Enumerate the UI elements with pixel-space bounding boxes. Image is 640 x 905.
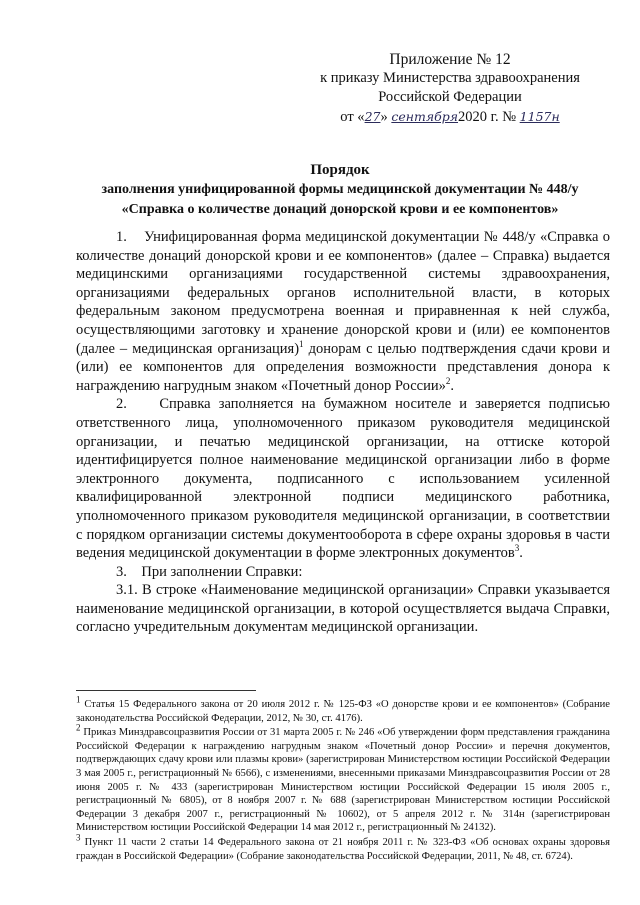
- paragraph-2-text-b: .: [519, 545, 523, 562]
- footnote-1-number: 1: [76, 694, 81, 705]
- paragraph-1-text-a: 1. Унифицированная форма медицинской документации № 448/у «Справка о количестве донаций донорской крови и ее компонентов» (далее – Справка) выдается медицинскими организациями государственной системы здравоохранения, организациями федеральных органов исполнительной власти, в которых федеральным законом предусмотрена военная и приравненная к ней служба, осуществляющими заготовку и хранение донорской крови и (или) ее компонентов (далее – медицинская организация): [76, 229, 610, 357]
- appendix-country-line: Российской Федерации: [378, 89, 522, 105]
- paragraph-1-text-c: .: [450, 377, 455, 394]
- handwritten-day: 27: [364, 109, 381, 124]
- heading-line-1: заполнения унифицированной формы медицинской документации № 448/у: [101, 182, 579, 197]
- document-body: [76, 228, 610, 637]
- footnotes: [76, 694, 610, 864]
- date-prefix: от «: [340, 109, 365, 125]
- appendix-title: Приложение № 12: [389, 51, 511, 68]
- date-year: 2020 г. №: [458, 109, 517, 125]
- appendix-order-line: к приказу Министерства здравоохранения: [320, 70, 580, 86]
- heading-line-2: «Справка о количестве донаций донорской крови и ее компонентов»: [121, 202, 559, 217]
- footnote-3-text: Пункт 11 части 2 статьи 14 Федерального закона от 21 ноября 2011 г. № 323-ФЗ «Об основах охраны здоровья граждан в Российской Федерации» (Собрание законодательства Российской Федерации, 2011, № 48, ст. 6724).: [76, 836, 610, 862]
- paragraph-2-text-a: 2. Справка заполняется на бумажном носителе и заверяется подписью ответственного лица, уполномоченного приказом руководителя медицинской организации, и печатью медицинской организации, на оттиске которой идентифицируется полное наименование медицинской организации либо в форме электронного документа, подписанного с использованием усиленной квалифицированной электронной подписи медицинского работника, уполномоченного приказом руководителя медицинской организации, в соответствии с порядком организации системы документооборота в сфере охраны здоровья в части ведения медицинской документации в форме электронных документов: [76, 396, 610, 562]
- paragraph-3-1: 3.1. В строке «Наименование медицинской организации» Справки указывается наименование медицинской организации, в которой осуществляется выдача Справки, согласно учредительным документам медицинской организации.: [76, 582, 610, 636]
- footnote-ref-3: 3: [514, 543, 520, 554]
- footnote-divider: [76, 690, 256, 691]
- handwritten-month: сентября: [391, 109, 459, 124]
- footnote-ref-2: 2: [445, 375, 451, 386]
- footnote-2-text: Приказ Минздравсоцразвития России от 31 марта 2005 г. № 246 «Об утверждении форм представления гражданина Российской Федерации к награждению нагрудным знаком «Почетный донор России» и перечня документов, подтверждающих сдачу крови или плазмы крови» (зарегистрирован Министерством юстиции Российской Федерации 3 мая 2005 г., регистрационный № 6566), с изменениями, внесенными приказами Минздравсоцразвития России от 28 июня 2005 г. № 433 (зарегистрирован Министерством юстиции Российской Федерации 15 июля 2005 г., регистрационный № 6805), от 8 ноября 2007 г. № 688 (зарегистрирован Министерством юстиции Российской Федерации 3 декабря 2007 г., регистрационный № 10602), от 5 апреля 2012 г. № 314н (зарегистрирован Министерством юстиции Российской Федерации 14 мая 2012 г., регистрационный № 24132).: [76, 727, 610, 834]
- paragraph-3: 3. При заполнении Справки:: [116, 563, 303, 580]
- paragraph-1: [76, 228, 610, 395]
- footnote-2: [76, 722, 610, 835]
- appendix-header: [300, 50, 600, 127]
- footnote-ref-1: 1: [299, 338, 304, 349]
- footnote-3: [76, 832, 610, 863]
- appendix-date-line: [300, 107, 600, 127]
- document-heading: [70, 160, 610, 220]
- footnote-1: [76, 694, 610, 725]
- handwritten-number: 1157н: [519, 109, 560, 124]
- heading-title: Порядок: [310, 162, 370, 178]
- footnote-3-number: 3: [76, 832, 81, 843]
- paragraph-1-text-b: донорам с целью подтверждения сдачи крови и (или) ее компонентов для определения возможности представления донора к награждению нагрудным знаком «Почетный донор России»: [76, 340, 610, 394]
- footnote-2-number: 2: [76, 722, 81, 733]
- date-mid: »: [380, 109, 388, 125]
- footnote-1-text: Статья 15 Федерального закона от 20 июля 2012 г. № 125-ФЗ «О донорстве крови и ее компонентов» (Собрание законодательства Российской Федерации, 2012, № 30, ст. 4176).: [76, 699, 610, 724]
- paragraph-2: [76, 395, 610, 562]
